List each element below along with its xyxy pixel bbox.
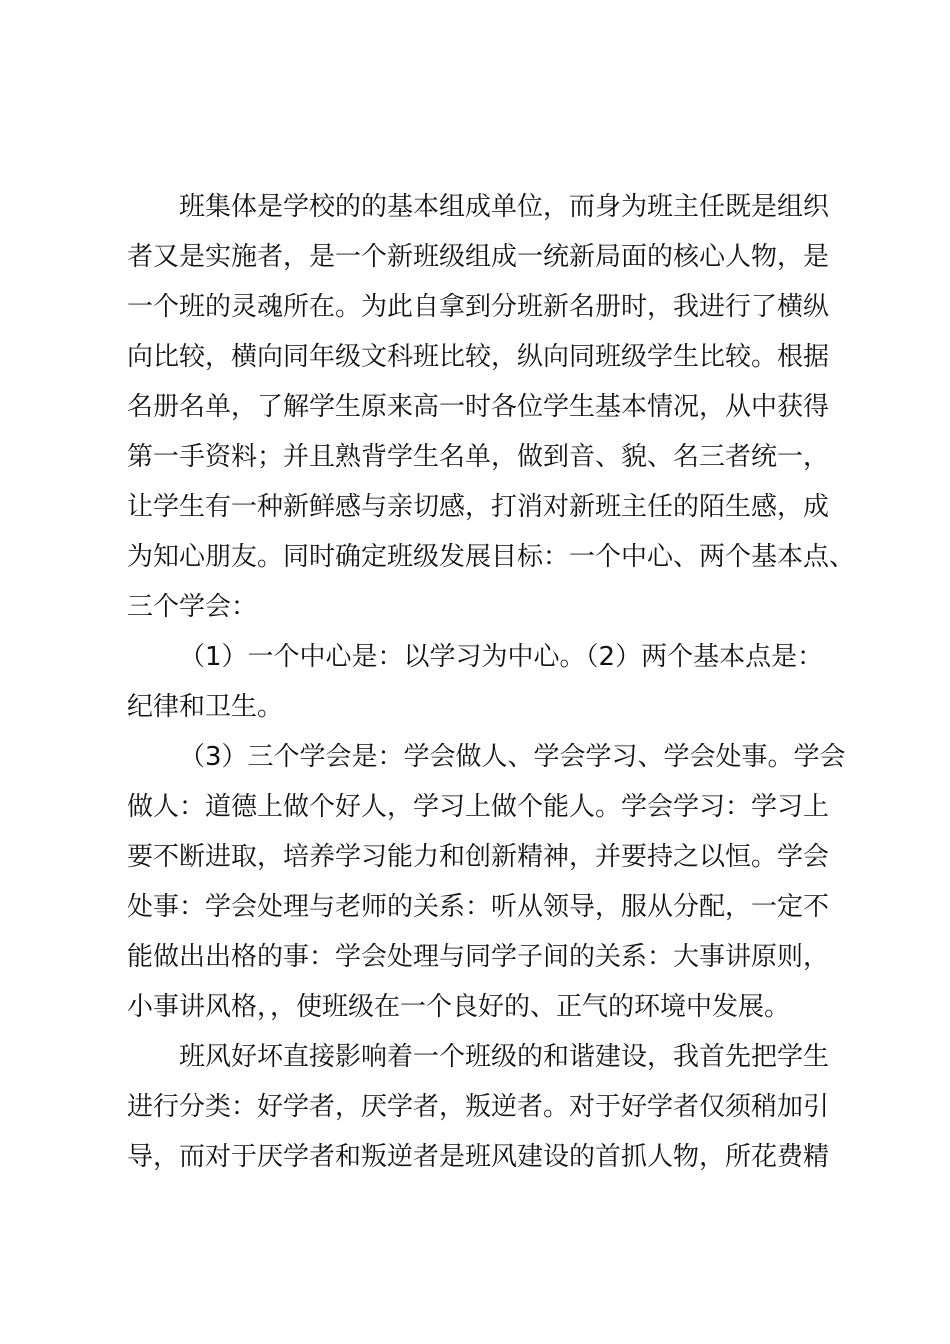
paragraph-1 <box>127 182 856 632</box>
text-line: 班集体是学校的的基本组成单位，而身为班主任既是组织 <box>179 192 830 222</box>
paragraph-3 <box>127 732 847 1032</box>
text-line: （3）三个学会是：学会做人、学会学习、学会处事。学会 <box>179 742 846 772</box>
text-line: 一个班的灵魂所在。为此自拿到分班新名册时，我进行了横纵 <box>127 292 830 322</box>
text-line: 导，而对于厌学者和叛逆者是班风建设的首抓人物，所花费精 <box>127 1142 830 1172</box>
text-line: 纪律和卫生。 <box>127 692 284 722</box>
text-line: 能做出出格的事：学会处理与同学子间的关系：大事讲原则， <box>127 942 830 972</box>
document-body <box>127 182 856 1182</box>
text-line: （1）一个中心是：以学习为中心。（2）两个基本点是： <box>179 642 824 672</box>
text-line: 让学生有一种新鲜感与亲切感，打消对新班主任的陌生感，成 <box>127 492 830 522</box>
text-line: 向比较，横向同年级文科班比较，纵向同班级学生比较。根据 <box>127 342 830 372</box>
text-line: 小事讲风格，，使班级在一个良好的、正气的环境中发展。 <box>127 992 791 1022</box>
text-line: 三个学会： <box>127 592 258 622</box>
text-line: 为知心朋友。同时确定班级发展目标：一个中心、两个基本点、 <box>127 542 856 572</box>
text-line: 处事：学会处理与老师的关系：听从领导，服从分配，一定不 <box>127 892 830 922</box>
paragraph-2 <box>127 632 847 732</box>
text-line: 班风好坏直接影响着一个班级的和谐建设，我首先把学生 <box>179 1042 830 1072</box>
paragraph-4 <box>127 1032 847 1182</box>
text-line: 者又是实施者，是一个新班级组成一统新局面的核心人物，是 <box>127 242 830 272</box>
text-line: 第一手资料；并且熟背学生名单，做到音、貌、名三者统一， <box>127 442 830 472</box>
text-line: 做人：道德上做个好人，学习上做个能人。学会学习：学习上 <box>127 792 830 822</box>
text-line: 要不断进取，培养学习能力和创新精神，并要持之以恒。学会 <box>127 842 830 872</box>
text-line: 名册名单，了解学生原来高一时各位学生基本情况，从中获得 <box>127 392 830 422</box>
text-line: 进行分类：好学者，厌学者，叛逆者。对于好学者仅须稍加引 <box>127 1092 830 1122</box>
